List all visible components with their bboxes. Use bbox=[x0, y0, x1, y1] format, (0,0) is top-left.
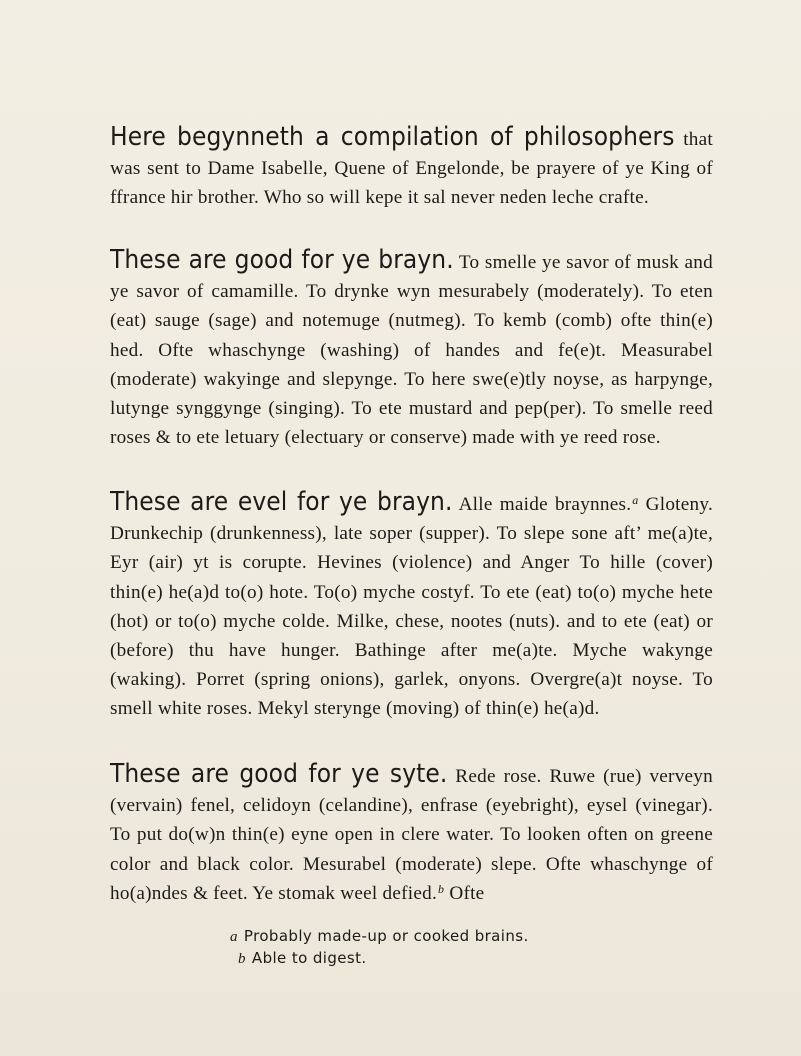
footnote-reference-a[interactable]: a bbox=[632, 493, 639, 507]
paragraph-good-for-brain bbox=[110, 246, 713, 452]
footnote-a bbox=[230, 926, 650, 948]
footnote-b bbox=[230, 948, 650, 970]
paragraph-body: To smelle ye savor of musk and ye savor of camamille. To drynke wyn mesurabely (moderately). To eten (eat) sauge (sage) and notemuge (nutmeg). To kemb (comb) ofte thin(e) hed. Ofte whaschynge (washing) of handes and fe(e)t. Measurabel (moderate) wakyinge and slepynge. To here swe(e)tly noyse, as harpynge, lutynge synggynge (singing). To ete mustard and pep(per). To smelle reed roses & to ete letuary (electuary or conserve) made with ye reed rose. bbox=[110, 252, 713, 449]
paragraph-text bbox=[110, 760, 713, 908]
paragraph-heading: These are good for ye syte. bbox=[110, 759, 448, 789]
footnote-text: Probably made-up or cooked brains. bbox=[243, 927, 529, 945]
paragraph-good-for-sight bbox=[110, 760, 713, 908]
paragraph-heading: These are good for ye brayn. bbox=[110, 245, 454, 275]
footnote-reference-b[interactable]: b bbox=[438, 881, 445, 896]
paragraph-body: that was sent to Dame Isabelle, Quene of Engelonde, be prayere of ye King of ffrance hir brother. Who so will kepe it sal never neden leche crafte. bbox=[110, 129, 713, 209]
paragraph-body: Alle maide braynnes. bbox=[452, 494, 632, 515]
footnote-mark: a bbox=[230, 929, 238, 945]
paragraph-body-continued: Gloteny. Drunkechip (drunkenness), late soper (supper). To slepe sone aft’ me(a)te, Eyr (air) yt is corupte. Hevines (violence) and Anger To hille (cover) thin(e) he(a)d to(o) hote. To(o) myche costyf. To ete (eat) to(o) myche hete (hot) or to(o) myche colde. Milke, chese, nootes (nuts). and to ete (eat) or (before) thu have hunger. Bathinge after me(a)te. Myche wakynge (waking). Porret (spring onions), garlek, onyons. Overgre(a)t noyse. To smell white roses. Mekyl sterynge (moving) of thin(e) he(a)d. bbox=[110, 494, 713, 720]
paragraph-evil-for-brain bbox=[110, 488, 713, 724]
paragraph-body-continued: Ofte bbox=[444, 882, 485, 904]
footnotes bbox=[230, 926, 650, 970]
paragraph-body: Rede rose. Ruwe (rue) verveyn (vervain) fenel, celidoyn (celandine), enfrase (eyebright), eysel (vinegar). To put do(w)n thin(e) eyne open in clere water. To looken often on greene color and black color. Mesurabel (moderate) slepe. Ofte whaschynge of ho(a)ndes & feet. Ye stomak weel defied. bbox=[110, 766, 713, 904]
paragraph-text bbox=[110, 488, 713, 724]
paragraph-heading: These are evel for ye brayn. bbox=[110, 487, 453, 517]
paragraph-heading: Here begynneth a compilation of philosophers bbox=[110, 122, 675, 152]
paragraph-text bbox=[110, 246, 713, 452]
paragraph-text bbox=[110, 123, 713, 213]
paragraph-compilation-intro bbox=[110, 123, 713, 213]
footnote-text: Able to digest. bbox=[251, 949, 367, 967]
footnote-mark: b bbox=[238, 951, 246, 967]
